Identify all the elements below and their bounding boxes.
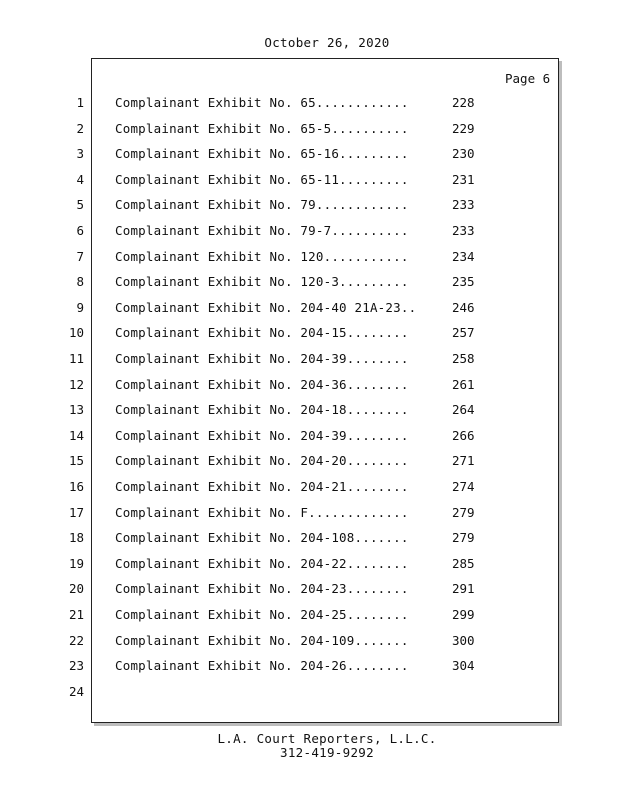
exhibit-entry-text: Complainant Exhibit No. 65-16......... [115,146,409,161]
exhibit-entry-page: 257 [452,325,475,340]
exhibit-entry-text: Complainant Exhibit No. 79............ [115,197,409,212]
exhibit-entry-text: Complainant Exhibit No. 79-7.......... [115,223,409,238]
exhibit-entry-page: 231 [452,172,475,187]
exhibit-entry-text: Complainant Exhibit No. 204-108....... [115,530,409,545]
exhibit-entry-text: Complainant Exhibit No. 204-26........ [115,658,409,673]
line-number: 7 [76,249,84,264]
line-number: 16 [68,479,84,494]
exhibit-entry-page: 274 [452,479,475,494]
exhibit-entry-text: Complainant Exhibit No. 120-3......... [115,274,409,289]
exhibit-entry-text: Complainant Exhibit No. F............. [115,505,409,520]
exhibit-entry-text: Complainant Exhibit No. 65-5.......... [115,121,409,136]
exhibit-entry-page: 300 [452,633,475,648]
exhibit-entry-page: 229 [452,121,475,136]
exhibit-entry-text: Complainant Exhibit No. 204-23........ [115,581,409,596]
exhibit-entry-page: 285 [452,556,475,571]
footer-company: L.A. Court Reporters, L.L.C. [217,731,437,746]
exhibit-entry-page: 228 [452,95,475,110]
exhibit-entry-text: Complainant Exhibit No. 65-11......... [115,172,409,187]
exhibit-entry-page: 299 [452,607,475,622]
exhibit-entry-page: 279 [452,505,475,520]
line-number: 6 [76,223,84,238]
line-number: 19 [68,556,84,571]
line-number: 8 [76,274,84,289]
line-number: 23 [68,658,84,673]
line-number: 4 [76,172,84,187]
exhibit-entry-text: Complainant Exhibit No. 65............ [115,95,409,110]
exhibit-entry-text: Complainant Exhibit No. 204-39........ [115,351,409,366]
line-number: 9 [76,300,84,315]
exhibit-entry-page: 235 [452,274,475,289]
exhibit-entry-page: 233 [452,223,475,238]
exhibit-entry-text: Complainant Exhibit No. 204-39........ [115,428,409,443]
line-number: 15 [68,453,84,468]
line-number: 3 [76,146,84,161]
exhibit-entry-text: Complainant Exhibit No. 120........... [115,249,409,264]
footer-phone: 312-419-9292 [280,745,374,760]
line-number: 12 [68,377,84,392]
exhibit-entry-text: Complainant Exhibit No. 204-36........ [115,377,409,392]
exhibit-entry-page: 266 [452,428,475,443]
exhibit-entry-text: Complainant Exhibit No. 204-25........ [115,607,409,622]
exhibit-entry-page: 304 [452,658,475,673]
exhibit-entry-page: 230 [452,146,475,161]
exhibit-entry-page: 279 [452,530,475,545]
exhibit-entry-text: Complainant Exhibit No. 204-40 21A-23.. [115,300,417,315]
line-number: 24 [68,684,84,699]
document-date: October 26, 2020 [264,35,390,50]
line-number: 2 [76,121,84,136]
exhibit-entry-page: 291 [452,581,475,596]
exhibit-entry-text: Complainant Exhibit No. 204-22........ [115,556,409,571]
exhibit-entry-page: 271 [452,453,475,468]
line-number: 22 [68,633,84,648]
exhibit-entry-text: Complainant Exhibit No. 204-21........ [115,479,409,494]
exhibit-entry-text: Complainant Exhibit No. 204-109....... [115,633,409,648]
page-number: Page 6 [505,71,551,86]
line-number: 21 [68,607,84,622]
exhibit-entry-page: 233 [452,197,475,212]
footer [0,732,618,760]
exhibit-entry-page: 234 [452,249,475,264]
line-number: 14 [68,428,84,443]
line-number: 20 [68,581,84,596]
line-number: 10 [68,325,84,340]
exhibit-entry-text: Complainant Exhibit No. 204-18........ [115,402,409,417]
exhibit-entry-text: Complainant Exhibit No. 204-15........ [115,325,409,340]
line-number: 5 [76,197,84,212]
line-number: 13 [68,402,84,417]
exhibit-entry-page: 246 [452,300,475,315]
exhibit-entry-page: 258 [452,351,475,366]
line-number: 17 [68,505,84,520]
exhibit-entry-text: Complainant Exhibit No. 204-20........ [115,453,409,468]
line-number: 18 [68,530,84,545]
line-number: 1 [76,95,84,110]
exhibit-entry-page: 261 [452,377,475,392]
line-number: 11 [68,351,84,366]
exhibit-entry-page: 264 [452,402,475,417]
